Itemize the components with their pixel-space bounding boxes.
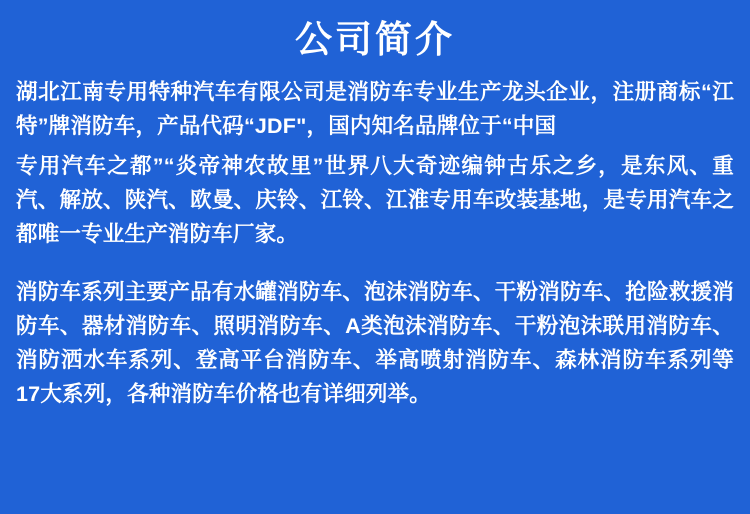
paragraph-spacer: [16, 258, 734, 276]
paragraph-3: 消防车系列主要产品有水罐消防车、泡沫消防车、干粉消防车、抢险救援消防车、器材消防车、照明消防车、A类泡沫消防车、干粉泡沫联用消防车、消防洒水车系列、登高平台消防车、举高喷射消防车、森林消防车系列等17大系列，各种消防车价格也有详细列举。: [16, 280, 734, 407]
paragraph-1: 湖北江南专用特种汽车有限公司是消防车专业生产龙头企业，注册商标“江特”牌消防车，产品代码“JDF"，国内知名品牌位于“中国: [16, 80, 734, 139]
page-title: 公司简介: [295, 19, 455, 60]
profile-body: [16, 76, 734, 412]
paragraph-2: 专用汽车之都”“炎帝神农故里”世界八大奇迹编钟古乐之乡，是东风、重汽、解放、陕汽、欧曼、庆铃、江铃、江淮专用车改装基地，是专用汽车之都唯一专业生产消防车厂家。: [16, 154, 734, 247]
